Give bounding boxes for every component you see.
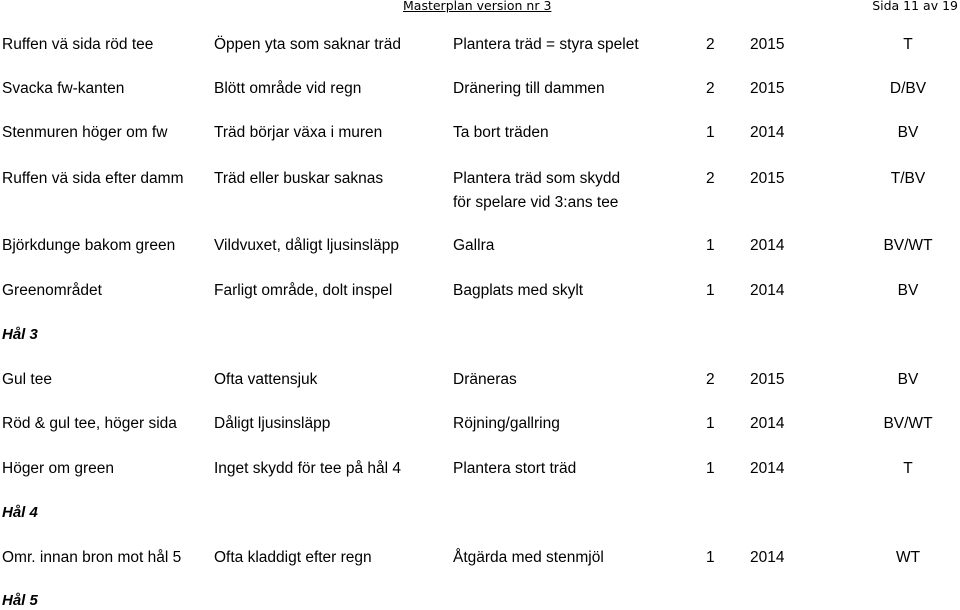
- location-cell: Höger om green: [2, 460, 115, 477]
- responsible-cell: BV/WT: [883, 415, 933, 432]
- responsible-cell: BV: [897, 371, 919, 388]
- location-cell: Gul tee: [2, 371, 52, 388]
- section-heading-hal-5: Hål 5: [2, 592, 38, 609]
- priority-cell: 1: [706, 124, 715, 141]
- responsible-cell: T: [903, 460, 913, 477]
- priority-cell: 1: [706, 237, 715, 254]
- location-cell: Svacka fw-kanten: [2, 80, 125, 97]
- section-heading-hal-4: Hål 4: [2, 504, 38, 521]
- year-cell: 2015: [750, 36, 785, 53]
- location-cell: Ruffen vä sida efter damm: [2, 170, 184, 187]
- responsible-cell: BV: [897, 282, 919, 299]
- year-cell: 2014: [750, 415, 785, 432]
- action-cell: Bagplats med skylt: [453, 282, 584, 299]
- priority-cell: 1: [706, 415, 715, 432]
- priority-cell: 2: [706, 371, 715, 388]
- responsible-cell: D/BV: [889, 80, 927, 97]
- action-cell: Dränering till dammen: [453, 80, 605, 97]
- location-cell: Röd & gul tee, höger sida: [2, 415, 177, 432]
- problem-cell: Träd eller buskar saknas: [214, 170, 384, 187]
- location-cell: Ruffen vä sida röd tee: [2, 36, 154, 53]
- responsible-cell: BV: [897, 124, 919, 141]
- document-title: Masterplan version nr 3: [403, 0, 552, 13]
- action-cell: Dräneras: [453, 371, 517, 388]
- priority-cell: 1: [706, 549, 715, 566]
- year-cell: 2014: [750, 124, 785, 141]
- year-cell: 2014: [750, 549, 785, 566]
- action-cell: Plantera träd som skydd: [453, 170, 621, 187]
- priority-cell: 2: [706, 80, 715, 97]
- priority-cell: 2: [706, 36, 715, 53]
- responsible-cell: WT: [895, 549, 921, 566]
- priority-cell: 1: [706, 460, 715, 477]
- problem-cell: Blött område vid regn: [214, 80, 362, 97]
- action-cell: Röjning/gallring: [453, 415, 560, 432]
- problem-cell: Vildvuxet, dåligt ljusinsläpp: [214, 237, 399, 254]
- problem-cell: Inget skydd för tee på hål 4: [214, 460, 401, 477]
- year-cell: 2015: [750, 170, 785, 187]
- location-cell: Stenmuren höger om fw: [2, 124, 168, 141]
- action-cell: Plantera träd = styra spelet: [453, 36, 639, 53]
- year-cell: 2014: [750, 282, 785, 299]
- section-heading-hal-3: Hål 3: [2, 326, 38, 343]
- location-cell: Björkdunge bakom green: [2, 237, 176, 254]
- year-cell: 2014: [750, 460, 785, 477]
- action-cell: Plantera stort träd: [453, 460, 577, 477]
- year-cell: 2015: [750, 371, 785, 388]
- problem-cell: Ofta vattensjuk: [214, 371, 318, 388]
- problem-cell: Öppen yta som saknar träd: [214, 36, 401, 53]
- action-cell: Gallra: [453, 237, 495, 254]
- responsible-cell: T: [903, 36, 913, 53]
- page-number: Sida 11 av 19: [872, 0, 958, 13]
- problem-cell: Dåligt ljusinsläpp: [214, 415, 331, 432]
- priority-cell: 1: [706, 282, 715, 299]
- location-cell: Greenområdet: [2, 282, 102, 299]
- priority-cell: 2: [706, 170, 715, 187]
- problem-cell: Farligt område, dolt inspel: [214, 282, 393, 299]
- action-cell-line2: för spelare vid 3:ans tee: [453, 194, 619, 211]
- problem-cell: Träd börjar växa i muren: [214, 124, 383, 141]
- page-header: [0, 0, 960, 14]
- responsible-cell: BV/WT: [883, 237, 933, 254]
- year-cell: 2014: [750, 237, 785, 254]
- year-cell: 2015: [750, 80, 785, 97]
- location-cell: Omr. innan bron mot hål 5: [2, 549, 182, 566]
- action-cell: Ta bort träden: [453, 124, 549, 141]
- responsible-cell: T/BV: [890, 170, 926, 187]
- problem-cell: Ofta kladdigt efter regn: [214, 549, 372, 566]
- action-cell: Åtgärda med stenmjöl: [453, 549, 604, 566]
